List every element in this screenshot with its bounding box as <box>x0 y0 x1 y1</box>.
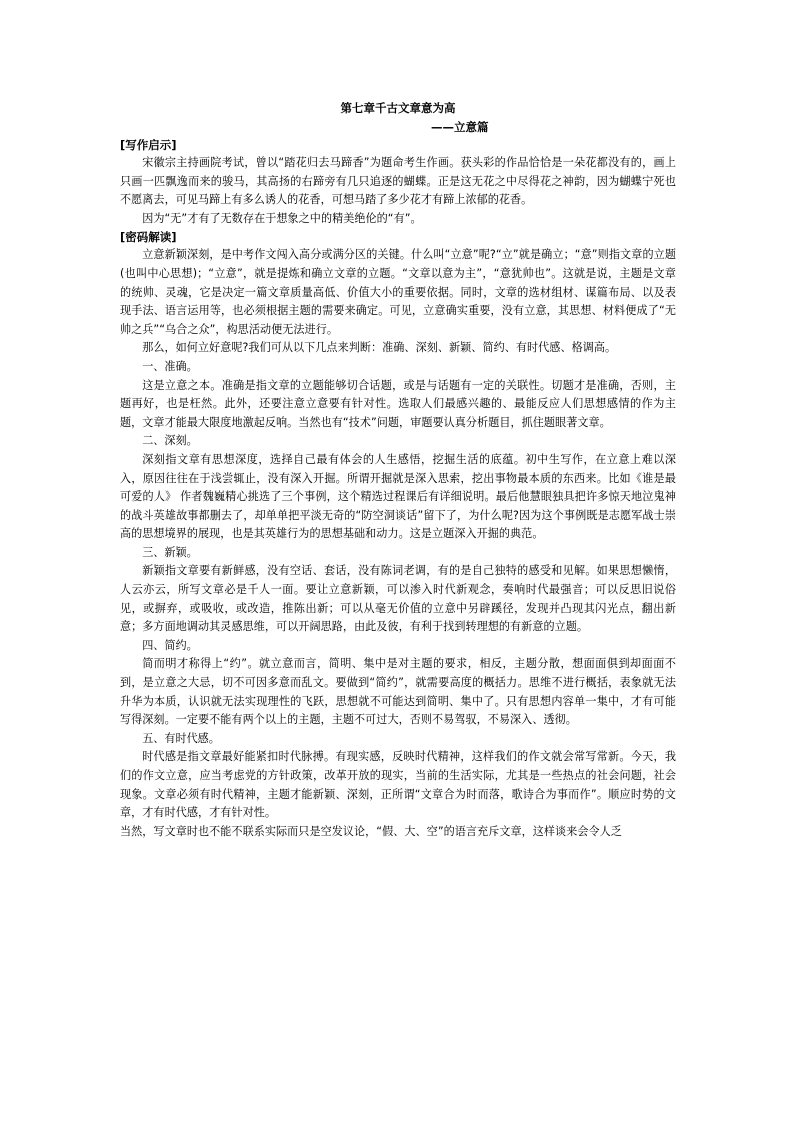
paragraph: 宋徽宗主持画院考试，曾以“踏花归去马蹄香”为题命考生作画。获头彩的作品恰恰是一朵花都没有的，画上只画一匹飘逸而来的骏马，其高扬的右蹄旁有几只追逐的蝴蝶。正是这无花之中尽得花之神韵，因为蝴蝶宁死也不愿离去，可见马蹄上有多么诱人的花香，可想马踏了多少花才有蹄上浓郁的花香。 <box>120 156 676 207</box>
section-heading-code-interpretation: [密码解读] <box>120 230 177 245</box>
chapter-title: 第七章千古文章意为高 <box>340 101 456 115</box>
point-body: 深刻指文章有思想深度，选择自己最有体会的人生感悟，挖掘生活的底蕴。初中生写作，在立意上难以深入，原因往往在于浅尝辄止，没有深入开掘。所谓开掘就是深入思索，挖出事物最本质的东西来。比如《谁是最可爱的人》 作者魏巍精心挑选了三个事例，这个精选过程课后有详细说明。最后他慧眼独具把许多惊天地泣鬼神的战斗英雄故事都删去了，却单单把平淡无奇的“防空洞谈话”留下了，为什么呢?因为这个事例既是志愿军战士崇高的思想境界的展现，也是其英雄行为的思想基础和动力。这是立题深入开掘的典范。 <box>120 452 676 541</box>
point-heading: 三、新颖。 <box>142 545 198 559</box>
document-page <box>120 98 676 841</box>
point-body: 新颖指文章要有新鲜感，没有空话、套话，没有陈词老调，有的是自己独特的感受和见解。如果思想懒惰，人云亦云，所写文章必是千人一面。要让立意新颖，可以渗入时代新观念，奏响时代最强音；可以反思旧说俗见，或摒弃，或吸收，或改造，推陈出新；可以从毫无价值的立意中另辟蹊径，发现并凸现其闪光点，翻出新意；多方面地调动其灵感思维，可以开阔思路，由此及彼，有利于找到转理想的有新意的立题。 <box>120 564 676 634</box>
paragraph-truncated: 当然，写文章时也不能不联系实际而只是空发议论，“假、大、空”的语言充斥文章，这样谈来会令人乏 <box>120 824 622 838</box>
section-heading-writing-inspiration: [写作启示] <box>120 138 177 152</box>
point-heading: 二、深刻。 <box>142 434 198 448</box>
paragraph: 那么，如何立好意呢?我们可从以下几点来判断：准确、深刻、新颖、简约、有时代感、格调高。 <box>142 341 617 355</box>
point-body: 简而明才称得上“约”。就立意而言，简明、集中是对主题的要求，相反，主题分散，想面面俱到却面面不到，是立意之大忌，切不可因多意而乱文。要做到“简约”，就需要高度的概括力。思维不进行概括，表象就无法升华为本质，认识就无法实现理性的飞跃，思想就不可能达到简明、集中了。只有思想内容单一集中，才有可能写得深刻。一定要不能有两个以上的主题，主题不可过大，否则不易驾驭，不易深入、透彻。 <box>120 657 676 727</box>
paragraph: 立意新颖深刻，是中考作文闯入高分或满分区的关键。什么叫“立意”呢?“立”就是确立；“意”则指文章的立题(也叫中心思想)；“立意”，就是提炼和确立文章的立题。“文章以意为主”，“意犹帅也”。这就是说，主题是文章的统帅、灵魂，它是决定一篇文章质量高低、价值大小的重要依据。同时，文章的选材组材、谋篇布局、以及表现手法、语言运用等，也必须根据主题的需要来确定。可见，立意确实重要，没有立意，其思想、材料便成了“无帅之兵”“乌合之众”，构思活动便无法进行。 <box>120 248 676 336</box>
chapter-subtitle: ——立意篇 <box>431 120 489 134</box>
point-body: 这是立意之本。准确是指文章的立题能够切合话题，或是与话题有一定的关联性。切题才是准确，否则，主题再好，也是枉然。此外，还要注意立意要有针对性。选取人们最感兴趣的、最能反应人们思想感情的作为主题，文章才能最大限度地激起反响。当然也有“技术”问题，审题要认真分析题目，抓住题眼著文章。 <box>120 378 676 429</box>
point-body: 时代感是指文章最好能紧扣时代脉搏。有现实感，反映时代精神，这样我们的作文就会常写常新。今天，我们的作文立意，应当考虑党的方针政策，改革开放的现实，当前的生活实际，尤其是一些热点的社会问题，社会现象。文章必须有时代精神，主题才能新颖、深刻，正所谓“文章合为时而落，歌诗合为事而作”。顺应时势的文章，才有时代感，才有针对性。 <box>120 750 676 820</box>
paragraph: 因为“无”才有了无数存在于想象之中的精美绝伦的“有”。 <box>142 211 422 225</box>
point-heading: 五、有时代感。 <box>142 731 220 745</box>
point-heading: 四、简约。 <box>142 638 198 652</box>
point-heading: 一、准确。 <box>142 359 198 373</box>
